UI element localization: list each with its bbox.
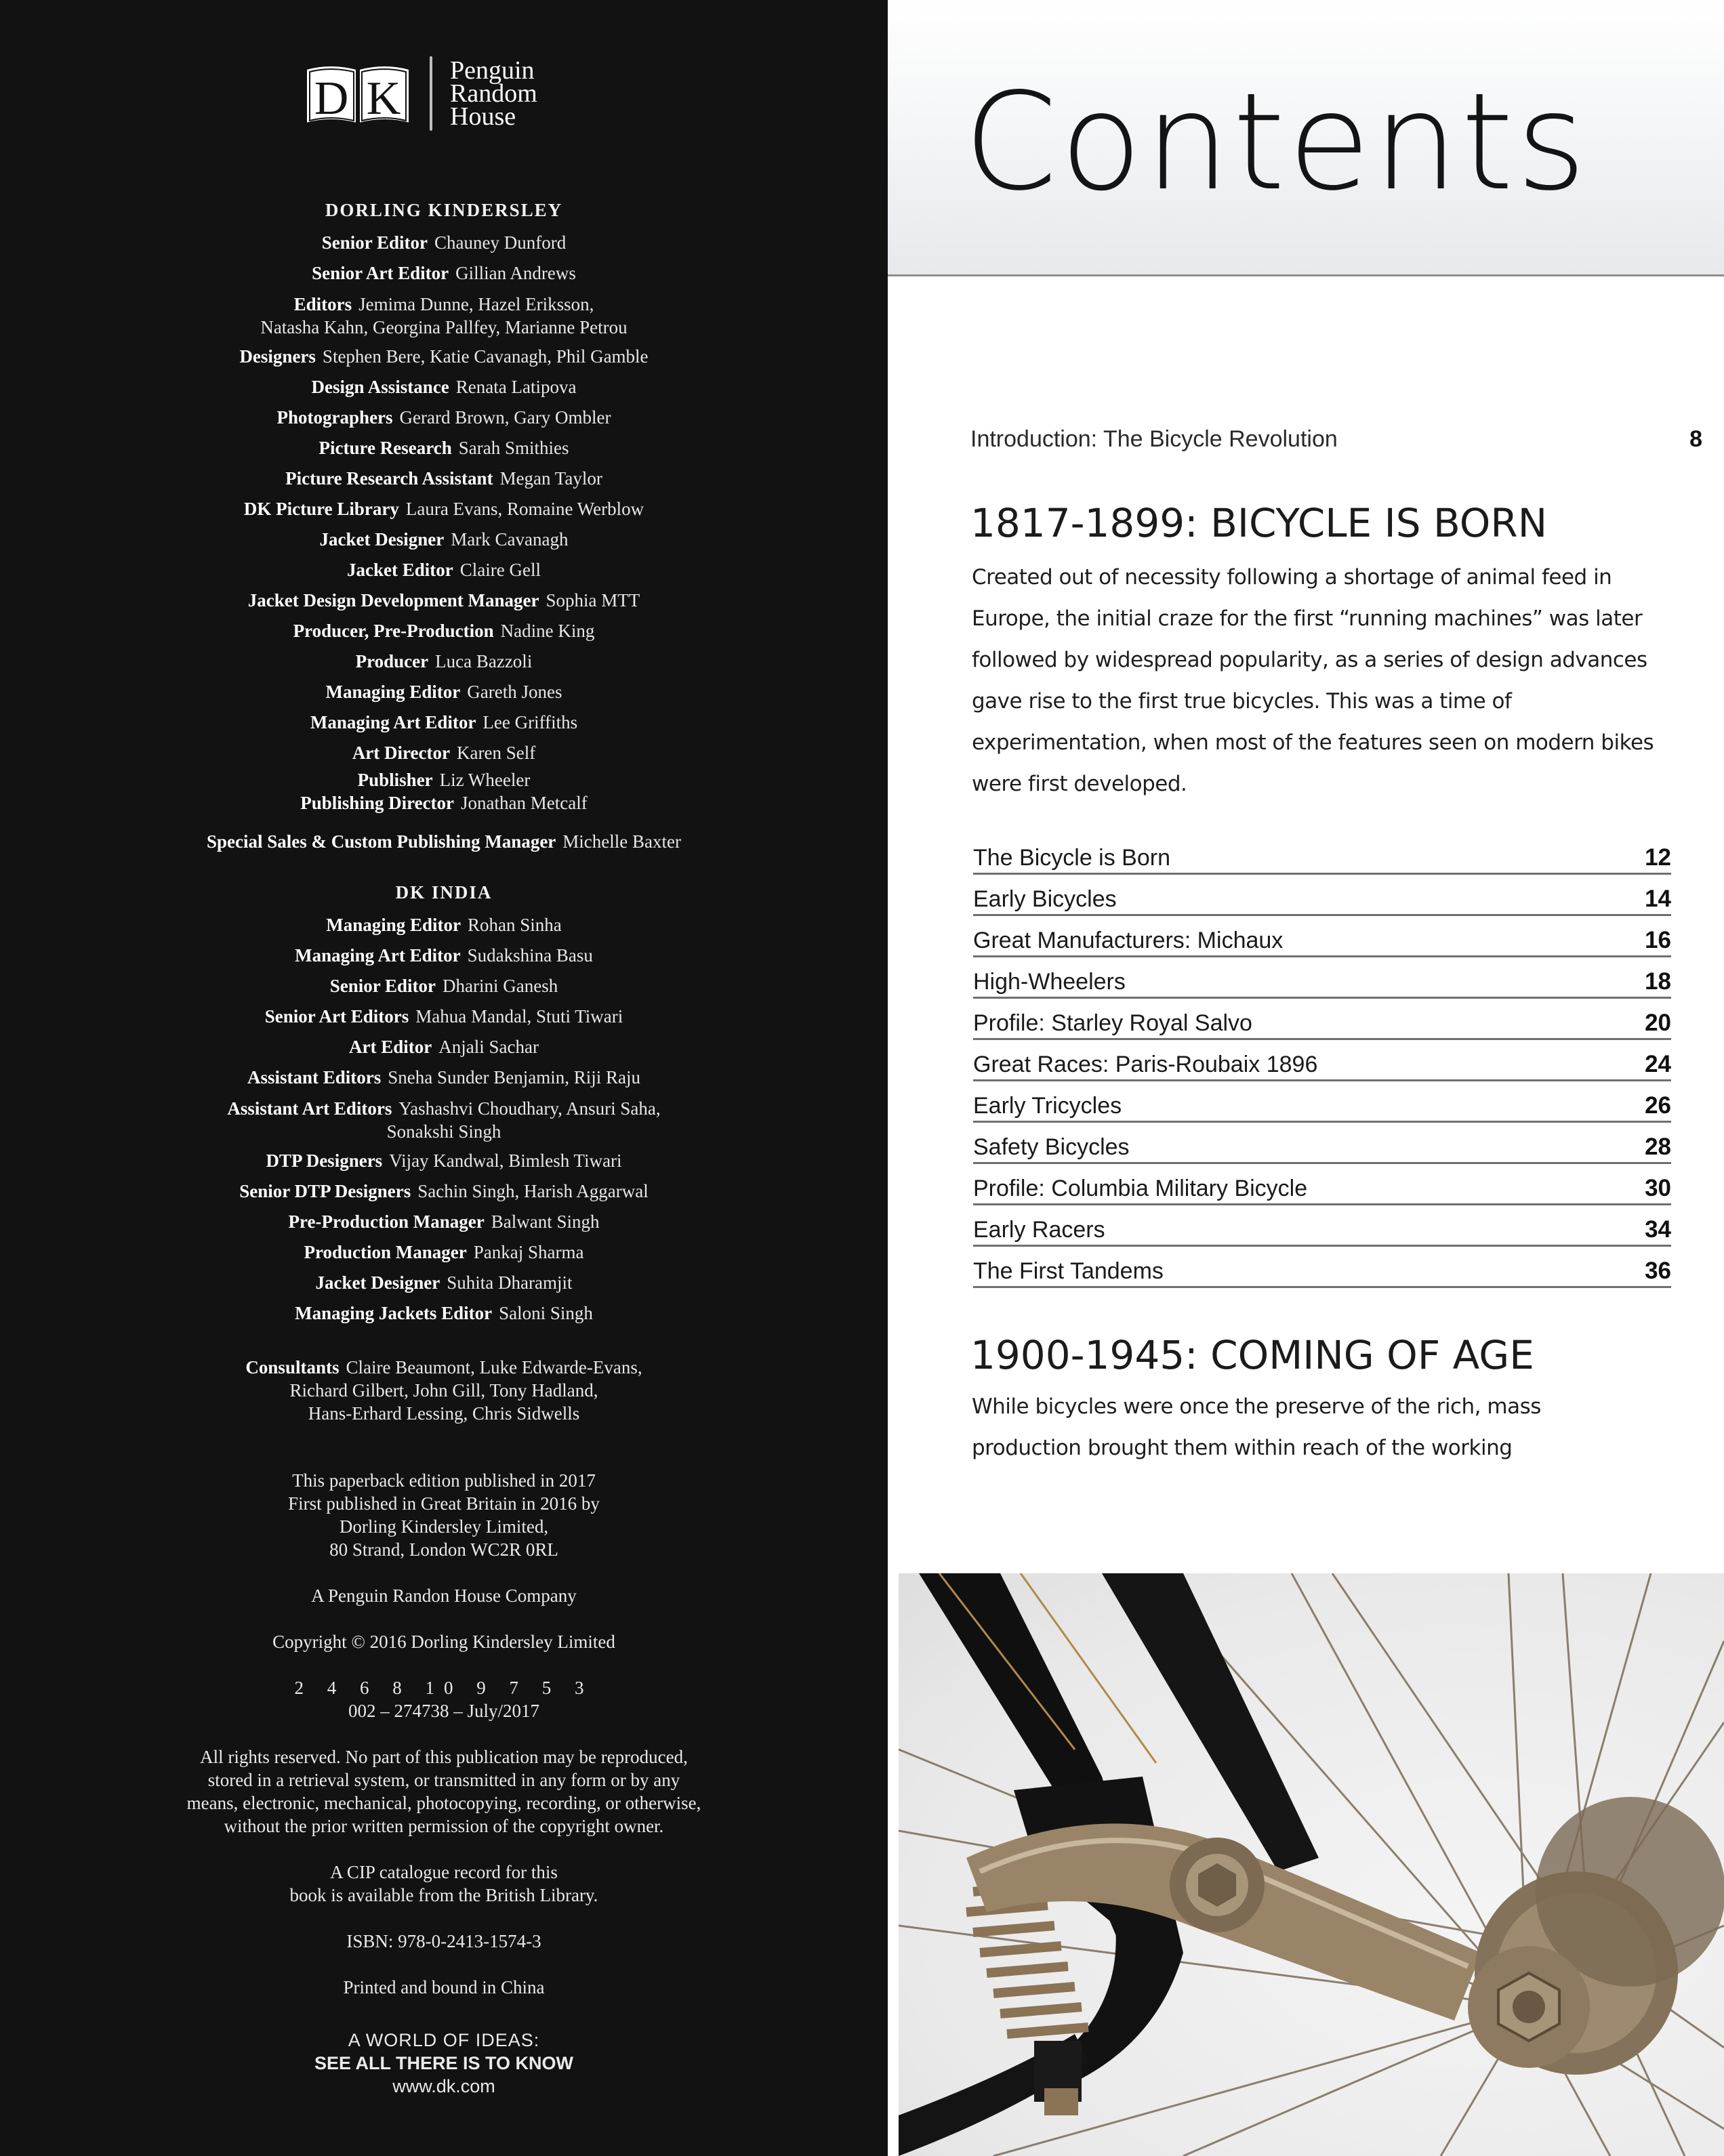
credit-line-consultants bbox=[108, 1352, 779, 1428]
tagline-world-of-ideas: A WORLD OF IDEAS: bbox=[348, 2030, 540, 2050]
page-title: Contents bbox=[964, 64, 1589, 220]
svg-text:K: K bbox=[366, 72, 401, 125]
credit-role: Managing Art Editor bbox=[310, 712, 476, 732]
credit-line bbox=[108, 341, 779, 372]
edition-line: Dorling Kindersley Limited, bbox=[339, 1516, 549, 1537]
print-code: 002 – 274738 – July/2017 bbox=[348, 1701, 539, 1721]
credit-names: Anjali Sachar bbox=[438, 1037, 539, 1057]
title-band bbox=[888, 0, 1724, 276]
credit-line bbox=[108, 228, 779, 258]
toc-entry-page: 26 bbox=[1645, 1092, 1671, 1119]
credit-line bbox=[108, 494, 779, 524]
credit-line bbox=[108, 971, 779, 1001]
toc-entry-page: 30 bbox=[1645, 1175, 1671, 1201]
credit-line bbox=[108, 1032, 779, 1062]
toc-entry-label: Introduction: The Bicycle Revolution bbox=[970, 426, 1338, 452]
credits-block bbox=[108, 198, 779, 1428]
credit-line bbox=[108, 646, 779, 677]
credit-role: Senior Editor bbox=[329, 976, 436, 996]
credit-role: Producer, Pre-Production bbox=[293, 621, 494, 641]
credit-line bbox=[68, 827, 820, 857]
toc-entry-page: 18 bbox=[1645, 968, 1671, 995]
credit-role: Consultants bbox=[245, 1357, 340, 1377]
credit-role: Senior Art Editor bbox=[312, 263, 449, 283]
credit-role: DTP Designers bbox=[266, 1150, 383, 1171]
credit-role: Pre-Production Manager bbox=[288, 1211, 485, 1232]
svg-text:D: D bbox=[314, 72, 349, 125]
chapter-heading: 1817-1899: BICYCLE IS BORN bbox=[970, 500, 1548, 546]
credit-names: Suhita Dharamjit bbox=[447, 1272, 573, 1293]
bicycle-hub-photo bbox=[899, 1573, 1724, 2156]
toc-entry[interactable] bbox=[973, 1081, 1671, 1123]
credit-line bbox=[108, 555, 779, 585]
credit-names: Chauney Dunford bbox=[434, 232, 567, 253]
credit-role: Jacket Editor bbox=[347, 560, 453, 580]
credit-names: Vijay Kandwal, Bimlesh Tiwari bbox=[389, 1150, 622, 1171]
credit-role: Senior Art Editors bbox=[264, 1006, 409, 1027]
contents-page bbox=[888, 0, 1724, 2156]
wordmark-line: Penguin bbox=[450, 56, 535, 85]
toc-entry[interactable] bbox=[973, 957, 1671, 999]
wordmark-line: House bbox=[450, 102, 516, 131]
credit-role: Managing Editor bbox=[325, 682, 461, 702]
credit-names: Gillian Andrews bbox=[455, 263, 576, 283]
edition-line: This paperback edition published in 2017 bbox=[292, 1470, 596, 1491]
dk-book-logo-icon bbox=[304, 60, 412, 127]
credit-names: Gerard Brown, Gary Ombler bbox=[399, 407, 611, 428]
credit-role: Picture Research Assistant bbox=[285, 468, 493, 489]
credit-names: Stephen Bere, Katie Cavanagh, Phil Gamble bbox=[322, 346, 649, 367]
toc-entry[interactable] bbox=[973, 833, 1671, 875]
toc-entry[interactable] bbox=[973, 1164, 1671, 1205]
credit-role: Jacket Designer bbox=[319, 529, 445, 550]
toc-entry-page: 34 bbox=[1645, 1216, 1671, 1243]
credit-role: Senior Editor bbox=[321, 232, 428, 253]
isbn: ISBN: 978-0-2413-1574-3 bbox=[346, 1931, 541, 1951]
copyright-line: Copyright © 2016 Dorling Kindersley Limited bbox=[272, 1632, 615, 1652]
credit-names: Dharini Ganesh bbox=[443, 976, 558, 996]
chapter-description: Created out of necessity following a shortage of animal feed in Europe, the initial craze for the first “running machines” was later followed by widespread popularity, as a series of design advances gave rise to the first true bicycles. This was a time of experimentation, when most of the features seen on modern bikes were first developed. bbox=[972, 565, 1654, 796]
credit-line bbox=[108, 791, 779, 814]
credit-line bbox=[108, 910, 779, 940]
credit-names: Karen Self bbox=[456, 743, 536, 763]
credit-role: Managing Jackets Editor bbox=[295, 1303, 493, 1323]
credit-names: Sophia MTT bbox=[546, 590, 640, 610]
company-line: A Penguin Randon House Company bbox=[311, 1585, 577, 1606]
credit-names: Laura Evans, Romaine Werblow bbox=[405, 499, 644, 519]
cip-line: book is available from the British Library. bbox=[289, 1885, 598, 1905]
toc-entry-label: Great Manufacturers: Michaux bbox=[973, 928, 1284, 953]
chapter-heading: 1900-1945: COMING OF AGE bbox=[970, 1332, 1534, 1378]
credit-line bbox=[108, 616, 779, 646]
toc-entry[interactable] bbox=[973, 1247, 1671, 1288]
credit-line bbox=[108, 289, 779, 341]
toc-list-chapter-1 bbox=[973, 833, 1671, 1288]
credit-line bbox=[108, 1268, 779, 1298]
publisher-logo bbox=[304, 53, 575, 134]
credit-names: Megan Taylor bbox=[499, 468, 602, 489]
toc-entry-page: 28 bbox=[1645, 1134, 1671, 1160]
credit-role: Jacket Design Development Manager bbox=[247, 590, 539, 610]
credit-role: DK Picture Library bbox=[243, 499, 399, 519]
credit-line bbox=[108, 1237, 779, 1268]
credit-role: Producer bbox=[355, 651, 429, 671]
credit-names: Natasha Kahn, Georgina Pallfey, Marianne Petrou bbox=[260, 317, 628, 337]
rights-line: stored in a retrieval system, or transmitted in any form or by any bbox=[207, 1770, 680, 1790]
credit-role: Assistant Art Editors bbox=[227, 1098, 392, 1119]
credit-names: Sonakshi Singh bbox=[386, 1121, 501, 1142]
credit-line bbox=[108, 585, 779, 616]
toc-entry-page: 14 bbox=[1645, 886, 1671, 912]
toc-entry-label: Early Tricycles bbox=[973, 1093, 1122, 1119]
credit-names: Gareth Jones bbox=[467, 682, 562, 702]
credit-names: Jemima Dunne, Hazel Eriksson, bbox=[358, 294, 594, 314]
printed-line: Printed and bound in China bbox=[343, 1977, 545, 1997]
toc-entry-page: 20 bbox=[1645, 1010, 1671, 1036]
credit-line bbox=[108, 1146, 779, 1176]
credit-line bbox=[108, 940, 779, 971]
toc-entry[interactable] bbox=[973, 875, 1671, 916]
credit-names: Pankaj Sharma bbox=[473, 1242, 584, 1262]
credit-names: Nadine King bbox=[500, 621, 595, 641]
credit-names: Michelle Baxter bbox=[562, 831, 681, 852]
toc-entry-page: 16 bbox=[1645, 927, 1671, 953]
credit-role: Publishing Director bbox=[300, 793, 455, 813]
credit-line bbox=[108, 738, 779, 768]
section-heading-dorling-kindersley: DORLING KINDERSLEY bbox=[325, 200, 563, 220]
toc-entry-page: 12 bbox=[1645, 844, 1671, 871]
toc-entry-label: The Bicycle is Born bbox=[973, 845, 1170, 871]
credit-names: Sachin Singh, Harish Aggarwal bbox=[417, 1181, 649, 1201]
toc-entry[interactable] bbox=[973, 1205, 1671, 1247]
credit-line bbox=[108, 1298, 779, 1329]
credit-role: Photographers bbox=[276, 407, 393, 428]
credit-line bbox=[108, 768, 779, 791]
credit-role: Art Director bbox=[352, 743, 450, 763]
credit-role: Editors bbox=[293, 294, 352, 314]
credit-role: Design Assistance bbox=[311, 377, 449, 397]
section-heading-dk-india: DK INDIA bbox=[395, 882, 493, 903]
credit-names: Rohan Sinha bbox=[468, 915, 562, 935]
toc-entry-label: Great Races: Paris-Roubaix 1896 bbox=[973, 1052, 1318, 1077]
toc-entry-label: High-Wheelers bbox=[973, 969, 1126, 995]
credit-names: Richard Gilbert, John Gill, Tony Hadland, bbox=[289, 1380, 598, 1401]
credit-names: Claire Gell bbox=[459, 560, 541, 580]
toc-entry-label: Early Racers bbox=[973, 1217, 1105, 1243]
toc-entry-label: Profile: Columbia Military Bicycle bbox=[973, 1176, 1308, 1201]
credit-line bbox=[108, 524, 779, 555]
credit-names: Jonathan Metcalf bbox=[461, 793, 588, 813]
print-run: 2 4 6 8 10 9 7 5 3 bbox=[294, 1678, 594, 1698]
edition-line: First published in Great Britain in 2016 by bbox=[288, 1493, 600, 1514]
credit-role: Publisher bbox=[357, 770, 433, 790]
credit-line bbox=[108, 433, 779, 463]
toc-entry-label: Profile: Starley Royal Salvo bbox=[973, 1010, 1252, 1036]
cip-line: A CIP catalogue record for this bbox=[330, 1862, 558, 1882]
credit-names: Hans-Erhard Lessing, Chris Sidwells bbox=[308, 1403, 580, 1424]
tagline-see-all: SEE ALL THERE IS TO KNOW bbox=[314, 2053, 574, 2073]
credit-line bbox=[108, 1207, 779, 1237]
credit-line bbox=[108, 677, 779, 707]
penguin-random-house-wordmark bbox=[450, 56, 537, 131]
toc-entry[interactable] bbox=[973, 1123, 1671, 1164]
wordmark-line: Random bbox=[450, 79, 537, 108]
credit-names: Luca Bazzoli bbox=[435, 651, 533, 671]
edition-line: 80 Strand, London WC2R 0RL bbox=[329, 1539, 558, 1560]
chapter-description: While bicycles were once the preserve of the rich, mass production brought them within reach of the working bbox=[972, 1394, 1541, 1460]
credit-role: Production Manager bbox=[304, 1242, 467, 1262]
credit-role: Picture Research bbox=[319, 438, 452, 458]
toc-entry-introduction[interactable] bbox=[970, 420, 1709, 458]
credit-role: Special Sales & Custom Publishing Manager bbox=[207, 831, 556, 852]
credit-line bbox=[108, 1093, 779, 1146]
credit-names: Balwant Singh bbox=[491, 1211, 600, 1232]
credit-line bbox=[108, 463, 779, 494]
website-link[interactable]: www.dk.com bbox=[392, 2076, 495, 2096]
rights-line: without the prior written permission of the copyright owner. bbox=[224, 1816, 664, 1836]
credit-line bbox=[108, 372, 779, 402]
credit-role: Jacket Designer bbox=[315, 1272, 440, 1293]
credit-line bbox=[108, 258, 779, 289]
rights-line: All rights reserved. No part of this publication may be reproduced, bbox=[200, 1747, 688, 1767]
credit-line bbox=[108, 1176, 779, 1207]
credit-role: Managing Editor bbox=[326, 915, 461, 935]
credit-names: Mark Cavanagh bbox=[451, 529, 569, 550]
rights-line: means, electronic, mechanical, photocopying, recording, or otherwise, bbox=[186, 1793, 701, 1813]
toc-entry[interactable] bbox=[973, 916, 1671, 957]
legal-block bbox=[95, 1469, 793, 2098]
credit-names: Claire Beaumont, Luke Edwarde-Evans, bbox=[346, 1357, 642, 1377]
credit-role: Senior DTP Designers bbox=[239, 1181, 411, 1201]
toc-entry-label: Safety Bicycles bbox=[973, 1134, 1130, 1160]
credit-names: Lee Griffiths bbox=[483, 712, 578, 732]
logo-divider bbox=[430, 56, 432, 131]
credit-line bbox=[108, 402, 779, 433]
credit-role: Art Editor bbox=[349, 1037, 432, 1057]
credit-line bbox=[108, 707, 779, 738]
credit-names: Yashashvi Choudhary, Ansuri Saha, bbox=[398, 1098, 661, 1119]
credit-role: Assistant Editors bbox=[247, 1067, 382, 1087]
toc-entry-label: Early Bicycles bbox=[973, 886, 1117, 912]
toc-entry-page: 24 bbox=[1645, 1051, 1671, 1077]
credit-names: Sneha Sunder Benjamin, Riji Raju bbox=[388, 1067, 640, 1087]
toc-entry-label: The First Tandems bbox=[973, 1258, 1164, 1284]
toc-entry[interactable] bbox=[973, 1040, 1671, 1081]
credit-names: Liz Wheeler bbox=[439, 770, 531, 790]
credit-role: Designers bbox=[239, 346, 316, 367]
credit-role: Managing Art Editor bbox=[295, 945, 461, 966]
bicycle-wheel-illustration-icon bbox=[899, 1573, 1724, 2156]
credit-names: Sarah Smithies bbox=[458, 438, 569, 458]
credit-names: Mahua Mandal, Stuti Tiwari bbox=[415, 1006, 623, 1027]
credit-line bbox=[108, 1001, 779, 1032]
toc-entry[interactable] bbox=[973, 999, 1671, 1040]
credit-names: Renata Latipova bbox=[455, 377, 577, 397]
credit-names: Sudakshina Basu bbox=[467, 945, 593, 966]
toc-entry-page: 8 bbox=[1689, 426, 1702, 452]
credit-line bbox=[108, 1062, 779, 1093]
toc-entry-page: 36 bbox=[1645, 1258, 1671, 1284]
credit-names: Saloni Singh bbox=[499, 1303, 593, 1323]
